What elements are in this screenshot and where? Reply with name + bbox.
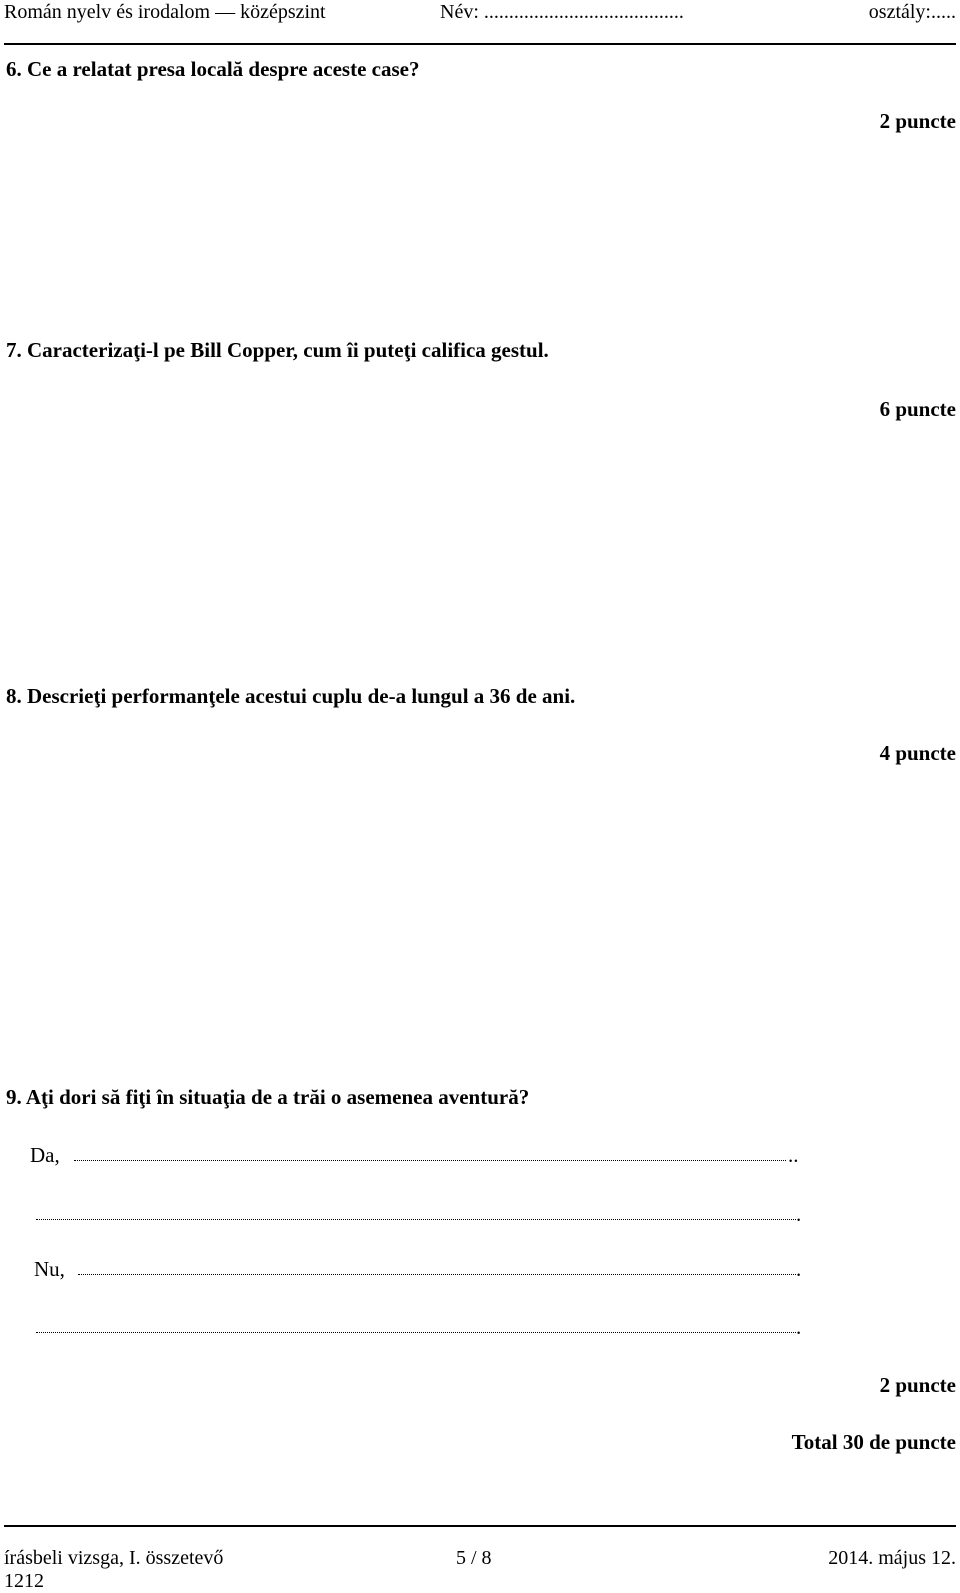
answer-line-2[interactable]	[36, 1219, 796, 1220]
footer-date: 2014. május 12.	[828, 1547, 956, 1569]
footer-code: 1212	[4, 1570, 44, 1592]
question-6-points: 2 puncte	[879, 109, 956, 133]
header-name-field: Név: ........................................	[440, 1, 684, 23]
answer-no-label: Nu,	[34, 1257, 65, 1281]
answer-no-line[interactable]	[78, 1274, 796, 1275]
answer-yes-line[interactable]	[74, 1160, 786, 1161]
answer-line-4[interactable]	[36, 1332, 796, 1333]
answer-no-end: .	[796, 1257, 802, 1281]
question-7: 7. Caracterizaţi-l pe Bill Copper, cum îi puteţi califica gestul.	[6, 338, 549, 362]
header-rule	[4, 43, 956, 45]
footer-page-number: 5 / 8	[456, 1547, 492, 1569]
footer-rule	[4, 1525, 956, 1527]
answer-yes-label: Da,	[30, 1143, 60, 1167]
question-7-points: 6 puncte	[879, 397, 956, 421]
question-8: 8. Descrieţi performanţele acestui cuplu de-a lungul a 36 de ani.	[6, 684, 576, 708]
header-class-field: osztály:.....	[868, 1, 956, 23]
answer-yes-end: ..	[788, 1143, 799, 1167]
answer-line-4-end: .	[796, 1315, 802, 1339]
total-points: Total 30 de puncte	[791, 1430, 956, 1454]
header-subject: Román nyelv és irodalom — középszint	[4, 1, 326, 23]
answer-line-2-end: .	[796, 1202, 802, 1226]
question-9-points: 2 puncte	[879, 1373, 956, 1397]
question-6: 6. Ce a relatat presa locală despre aceste case?	[6, 57, 420, 81]
question-8-points: 4 puncte	[879, 741, 956, 765]
footer-exam-label: írásbeli vizsga, I. összetevő	[4, 1547, 224, 1569]
question-9: 9. Aţi dori să fiţi în situaţia de a trăi o asemenea aventură?	[6, 1085, 530, 1109]
